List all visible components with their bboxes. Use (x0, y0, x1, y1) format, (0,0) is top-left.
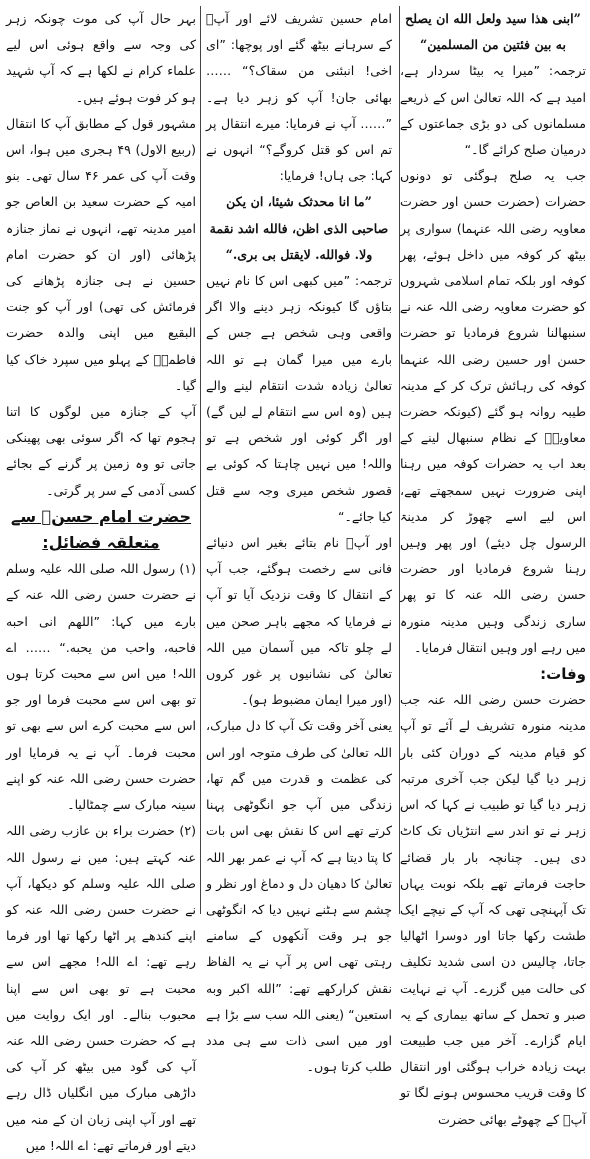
section-heading-death: وفات: (540, 665, 586, 684)
kufa-paragraph: جب یہ صلح ہوگئی تو دونوں حضرات (حضرت حسن اور حضرت معاویہ رضی اللہ عنہما) سواری پر بیٹھ کر کوفہ میں داخل ہوئے، پھر کوفہ اور بلکہ تمام اسلامی شہروں کو حضرت معاویہ رضی اللہ عنہ نے سنبھالنا شروع فرمادیا تو حضرت حسن اور حسین رضی اللہ عنہما کوفہ کی رہائش ترک کر کے مدینہ طیبہ روانہ ہو گئے (کیونکہ حضرت معاویہؓ کے نظام سنبھال لینے کے بعد اب یہ حضرات کوفہ میں رہنا اپنی ضرورت نہیں سمجھتے تھے، اس لیے اسے چھوڑ کر مدینۃ الرسول چل دیئے) اور پھر وہیں رہنا شروع فرمادیا اور حضرت حسن رضی اللہ عنہ کا تو پھر ساری زندگی وہیں مدینہ منورہ میں رہے اور وہیں انتقال فرمایا۔ (400, 168, 586, 655)
column-divider (399, 6, 400, 914)
funeral-crowd-paragraph: آپ کے جنازہ میں لوگوں کا اتنا ہجوم تھا کہ اگر سوئی بھی پھینکی جاتی تو وہ زمین پر گرنے کے بجائے کسی آدمی کے سر پر گرتی۔ (6, 404, 196, 498)
arabic-quote-not-telling: ”ما انا محدثک شیئا، ان یکن صاحبی الذی اظن، فالله اشد نقمة ولا. فوالله. لایقتل بی بری.“ (209, 194, 389, 262)
death-date-paragraph: مشہور قول کے مطابق آپ کا انتقال (ربیع الاول) ۴۹ ہجری میں ہوا، اس وقت آپ کی عمر ۴۶ سال تھی۔ بنو امیہ کے حضرت سعید بن العاص جو امیر مدینہ تھے، انہوں نے نماز جنازہ پڑھائی (اور ان کو حضرت امام حسین نے ہی جنازہ پڑھانے کی فرمائش کی تھی) اور آپ کو جنت البقیع میں اپنی والدہ حضرت فاطمہؓ کے پہلو میں سپرد خاک کیا گیا۔ (6, 115, 197, 393)
hussain-visit-paragraph: امام حسین تشریف لائے اور آپؓ کے سرہانے بیٹھ گئے اور پوچھا: ”ای اخی! انبئنی من سقاک؟“ …… بھائی جان! آپ کو زہر دیا ہے۔ ”…… آپ نے فرمایا: میرے انتقال پر تم اس کو قتل کروگے؟“ انہوں نے کہا: جی ہاں! فرمایا: (206, 11, 392, 184)
virtue-2-paragraph: (۲) حضرت براء بن عازب رضی اللہ عنہ کہتے ہیں: میں نے رسول اللہ صلی اللہ علیہ وسلم کو دیکھا، آپ نے حضرت حسن رضی اللہ عنہ کو اپنے کندھے پر اٹھا رکھا تھا اور فرما رہے تھے: اے اللہ! مجھے اس سے محبت ہے تو بھی اس سے اپنا محبوب بنالے۔ اور ایک روایت میں ہے کہ حضرت حسن رضی اللہ عنہ آپ کی گود میں بیٹھ کر آپ کی داڑھی مبارک میں انگلیاں ڈال رہے تھے اور آپ اپنی زبان ان کے منہ میں دیتے اور فرماتے تھے: اے اللہ! میں (6, 823, 196, 1153)
ring-inscription-paragraph: یعنی آخر وقت تک آپ کا دل مبارک، اللہ تعالیٰ کی طرف متوجہ اور اس کی عظمت و قدرت میں گم تھا، زندگی میں آپ جو انگوٹھی پہنا کرتے تھے اس کا نقش بھی اس بات کا پتا دیتا ہے کہ آپ نے عمر بھر اللہ تعالیٰ کا دھیان دل و دماغ اور نظر و چشم سے ہٹنے نہیں دیا کہ انگوٹھی جو ہر وقت آنکھوں کے سامنے رہتی تھی اس پر آپ نے یہ الفاظ نقش کرارکھے تھے: ”الله اکبر وبه استعین“ (یعنی اللہ سب سے بڑا ہے اور میں اسی ذات سے ہی مدد طلب کرتا ہوں۔ (206, 718, 392, 1075)
right-column (400, 6, 586, 1127)
left-column (6, 6, 197, 1153)
poison-paragraph: حضرت حسن رضی اللہ عنہ جب مدینہ منورہ تشریف لے آئے تو آپ کو قیام مدینہ کے دوران کئی بار زہر دیا گیا لیکن جب آخری مرتبہ زہر دیا گیا تو طبیب نے کہا کہ اس زہر نے تو اندر سے انتڑیاں تک کاٹ دی ہیں۔ چنانچہ بار بار قضائے حاجت فرماتے تھے بلکہ نوبت یہاں تک آپہنچی تھی کہ آپ کے نیچے ایک طشت رکھا جاتا اور دوسرا اٹھالیا جاتا، چالیس دن اسی شدید تکلیف کی حالت میں گزرے۔ آپ نے نہایت صبر و تحمل کے ساتھ بیماری کے یہ ایام گزارے۔ آخر میں جب طبیعت بہت زیادہ خراب ہوگئی اور انتقال کا وقت قریب محسوس ہونے لگا تو آپؓ کے چھوٹے بھائی حضرت (400, 692, 586, 1127)
middle-column (206, 6, 392, 1075)
section-heading-virtues: حضرت امام حسنؓ سے متعلقہ فضائل: (10, 506, 192, 553)
translation-paragraph-2: ترجمہ: ”میں کبھی اس کا نام نہیں بتاؤں گا کیونکہ زہر دینے والا اگر واقعی وہی شخص ہے جس کے بارے میں میرا گمان ہے تو اللہ تعالیٰ زیادہ شدت انتقام لینے والے ہیں (وہ اس سے انتقام لے لیں گے) اور اگر کوئی اور شخص ہے تو واللہ! میں نہیں چاہتا کہ کوئی بے قصور شخص میری وجہ سے قتل کیا جائے۔“ (206, 273, 392, 524)
column-divider (200, 6, 201, 914)
virtue-1-paragraph: (۱) رسول اللہ صلی اللہ علیہ وسلم نے حضرت حسن رضی اللہ عنہ کے بارے میں کہا: ”اللهم انی احبه فاحبه، واحب من یحبه.“ …… اے اللہ! میں اس سے محبت کرتا ہوں تو بھی اس سے محبت فرما اور جو اس سے محبت کرے اس سے بھی تو محبت فرما۔ آپ نے یہ فرمایا اور حضرت حسن رضی اللہ عنہ کو اپنے سینہ مبارک سے چمٹالیا۔ (6, 561, 196, 813)
translation-paragraph: ترجمہ: ”میرا یہ بیٹا سردار ہے، امید ہے کہ اللہ تعالیٰ اس کے ذریعے مسلمانوں کی دو بڑی جماعتوں کے درمیان صلح کرائے گا۔“ (400, 63, 586, 158)
departure-paragraph: اور آپؓ نام بتائے بغیر اس دنیائے فانی سے رخصت ہوگئے، جب آپ کے انتقال کا وقت نزدیک آیا تو آپ نے فرمایا کہ مجھے باہر صحن میں لے چلو تاکہ میں آسمان میں اللہ تعالیٰ کی نشانیوں پر غور کروں (اور میرا ایمان مضبوط ہو)۔ (206, 535, 392, 708)
martyr-paragraph: بہر حال آپ کی موت چونکہ زہر کی وجہ سے واقع ہوئی اس لیے علماء کرام نے لکھا ہے کہ آپ شہید ہو کر فوت ہوئے ہیں۔ (6, 11, 196, 105)
arabic-hadith-peace: ”ابنی هذا سید ولعل الله ان یصلح به بین فئتین من المسلمین“ (405, 11, 581, 53)
